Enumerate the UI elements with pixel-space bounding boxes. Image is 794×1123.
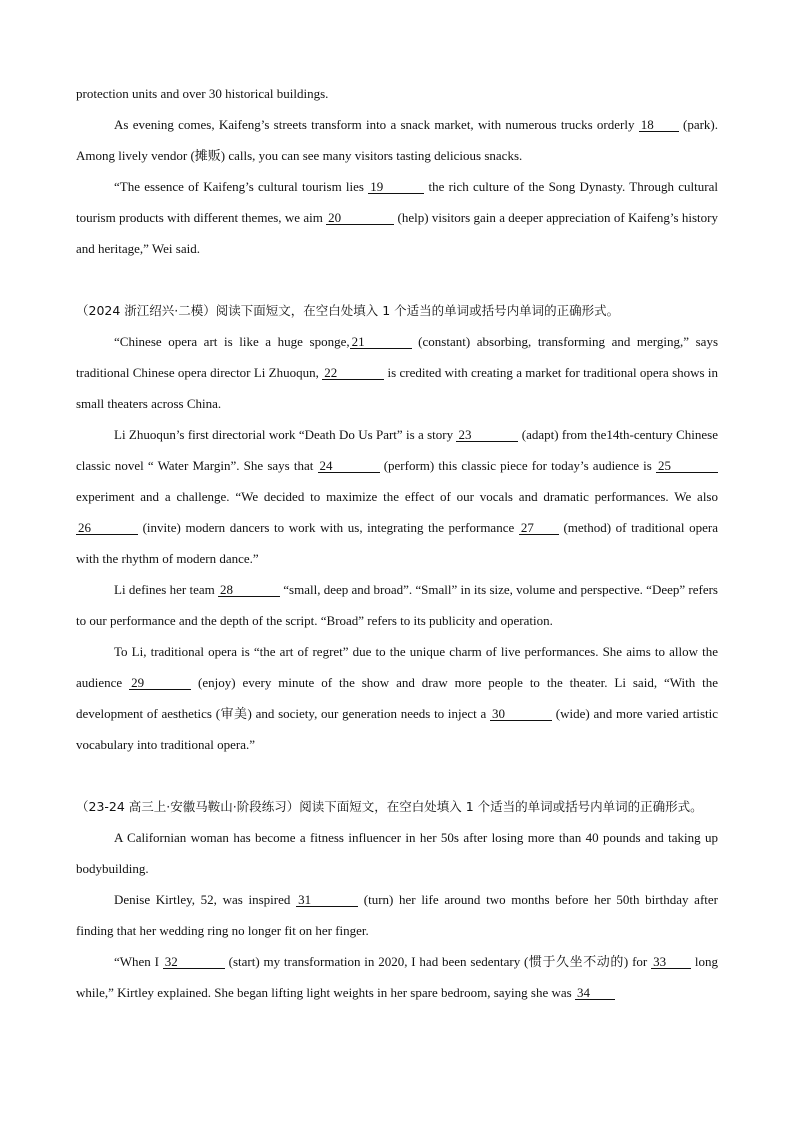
paragraph-text: (help) visitors gain a deeper appreciation of Kaifeng’s history and heritage,” Wei said. [76, 210, 718, 256]
paragraph-text: (park). Among lively vendor (摊贩) calls, you can see many visitors tasting delicious snacks. [76, 117, 718, 163]
paragraph-text: “Chinese opera art is like a huge sponge, [114, 334, 350, 349]
paragraph-text: (constant) absorbing, transforming and merging,” says traditional Chinese opera director Li Zhuoqun, [76, 334, 719, 380]
paragraph-text: (wide) and more varied artistic vocabulary into traditional opera.” [76, 706, 719, 752]
section-heading: （23-24 高三上·安徽马鞍山·阶段练习）阅读下面短文，在空白处填入 1 个适当的单词或括号内单词的正确形式。 [76, 799, 703, 814]
paragraph [76, 109, 718, 171]
paragraph-text: the rich culture of the Song Dynasty. Through cultural tourism products with different themes, we aim [76, 179, 718, 225]
blank-32[interactable]: 32 [163, 955, 225, 969]
paragraph: protection units and over 30 historical buildings. [76, 86, 329, 101]
worksheet-page [76, 78, 718, 1008]
paragraph-text: long while,” Kirtley explained. She began lifting light weights in her spare bedroom, saying she was [76, 954, 718, 1000]
blank-33[interactable]: 33 [651, 955, 691, 969]
paragraph-text: “The essence of Kaifeng’s cultural tourism lies [114, 179, 369, 194]
blank-24[interactable]: 24 [318, 459, 380, 473]
paragraph-text: “small, deep and broad”. “Small” in its size, volume and perspective. “Deep” refers to our performance and the depth of the script. “Broad” refers to its publicity and operation. [76, 582, 718, 628]
paragraph-text: To Li, traditional opera is “the art of regret” due to the unique charm of live performances. She aims to allow the audience [76, 644, 718, 690]
paragraph-text: (turn) her life around two months before her 50th birthday after finding that her wedding ring no longer fit on her finger. [76, 892, 718, 938]
blank-25[interactable]: 25 [656, 459, 718, 473]
blank-26[interactable]: 26 [76, 521, 138, 535]
paragraph-text: Denise Kirtley, 52, was inspired [114, 892, 297, 907]
blank-34[interactable]: 34 [575, 986, 615, 1000]
paragraph [76, 419, 718, 574]
paragraph-text: Li defines her team [114, 582, 218, 597]
blank-19[interactable]: 19 [368, 180, 424, 194]
blank-28[interactable]: 28 [218, 583, 280, 597]
section-heading: （2024 浙江绍兴·二模）阅读下面短文，在空白处填入 1 个适当的单词或括号内单词的正确形式。 [76, 303, 620, 318]
paragraph: A Californian woman has become a fitness influencer in her 50s after losing more than 40 pounds and taking up bodybuilding. [76, 830, 718, 876]
paragraph [76, 574, 718, 636]
paragraph-text: (start) my transformation in 2020, I had been sedentary (惯于久坐不动的) for [224, 954, 652, 969]
paragraph-text: (adapt) from the14th-century Chinese classic novel “ Water Margin”. She says that [76, 427, 718, 473]
blank-23[interactable]: 23 [456, 428, 518, 442]
paragraph [76, 946, 718, 1008]
paragraph-text: (enjoy) every minute of the show and draw more people to the theater. Li said, “With the development of aesthetics (审美) and society, our generation needs to inject a [76, 675, 718, 721]
blank-30[interactable]: 30 [490, 707, 552, 721]
paragraph [76, 326, 718, 419]
blank-29[interactable]: 29 [129, 676, 191, 690]
blank-22[interactable]: 22 [322, 366, 384, 380]
blank-31[interactable]: 31 [296, 893, 358, 907]
blank-18[interactable]: 18 [639, 118, 679, 132]
paragraph-text: (invite) modern dancers to work with us, integrating the performance [138, 520, 519, 535]
paragraph-text: “When I [114, 954, 163, 969]
blank-20[interactable]: 20 [326, 211, 394, 225]
paragraph-text: is credited with creating a market for traditional opera shows in small theaters across China. [76, 365, 718, 411]
paragraph [76, 636, 718, 760]
paragraph-text: experiment and a challenge. “We decided to maximize the effect of our vocals and dramatic performances. We also [76, 489, 718, 504]
paragraph-text: (perform) this classic piece for today’s audience is [379, 458, 656, 473]
paragraph [76, 884, 718, 946]
paragraph-text: As evening comes, Kaifeng’s streets transform into a snack market, with numerous trucks orderly [114, 117, 639, 132]
paragraph-text: Li Zhuoqun’s first directorial work “Death Do Us Part” is a story [114, 427, 457, 442]
paragraph [76, 171, 718, 264]
paragraph-text: (method) of traditional opera with the rhythm of modern dance.” [76, 520, 718, 566]
blank-21[interactable]: 21 [350, 335, 412, 349]
blank-27[interactable]: 27 [519, 521, 559, 535]
